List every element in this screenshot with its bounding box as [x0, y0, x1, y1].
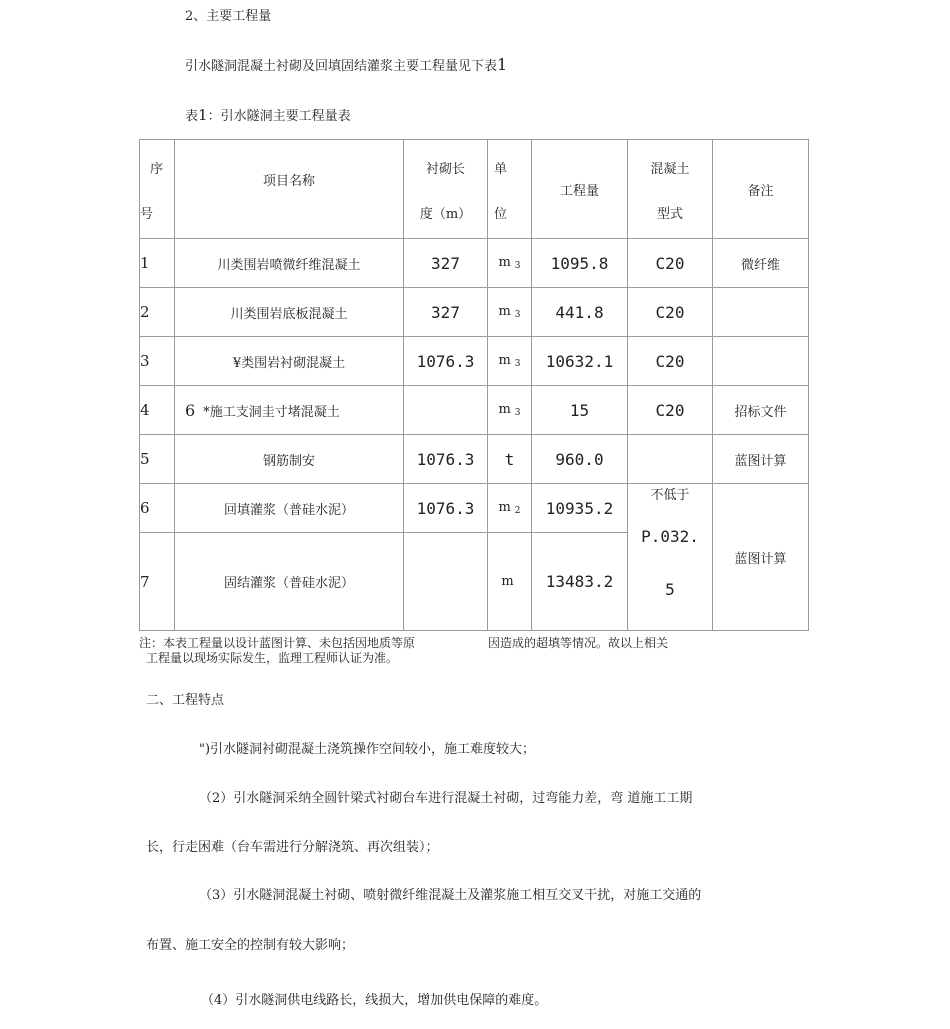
row-seq: 3: [140, 337, 175, 386]
row-remark: [713, 288, 809, 337]
row-quantity: 10632.1: [532, 337, 628, 386]
paragraph-3: （3）引水隧洞混凝土衬砌、喷射微纤维混凝土及灌浆施工相互交叉干扰，对施工交通的: [199, 888, 702, 903]
table-note-line1b: 因造成的超填等情况。故以上相关: [488, 636, 669, 650]
row-quantity: 960.0: [532, 435, 628, 484]
row-seq: 5: [140, 435, 175, 484]
paragraph-4: （4）引水隧洞供电线路长，线损大，增加供电保障的难度。: [201, 993, 548, 1008]
header-seq: 序 号: [140, 140, 175, 239]
row-unit: m: [488, 533, 532, 631]
header-name: 项目名称: [175, 140, 404, 239]
header-length: 衬砌长 度（m）: [404, 140, 488, 239]
table-caption: 表1：引水隧洞主要工程量表: [185, 106, 351, 124]
row-remark: 微纤维: [713, 239, 809, 288]
header-remark: 备注: [713, 140, 809, 239]
row-remark: 招标文件: [713, 386, 809, 435]
row-length: 327: [404, 239, 488, 288]
merged-concrete-cell: [628, 484, 713, 631]
row-quantity: 13483.2: [532, 533, 628, 631]
paragraph-2: （2）引水隧洞采纳全圆针梁式衬砌台车进行混凝土衬砌，过弯能力差，弯 道施工工期: [199, 791, 693, 806]
row-quantity: 15: [532, 386, 628, 435]
row-unit: m $_3$: [488, 239, 532, 288]
row-seq: 6: [140, 484, 175, 533]
table-row: [140, 239, 809, 288]
row-unit: m $_3$: [488, 337, 532, 386]
quantity-table: [139, 139, 809, 631]
row-length: [404, 533, 488, 631]
row-quantity: 441.8: [532, 288, 628, 337]
row-name: 回填灌浆（普硅水泥）: [175, 484, 404, 533]
section2-title: 二、工程特点: [146, 693, 225, 708]
row-name: 川类围岩底板混凝土: [175, 288, 404, 337]
row-concrete: C20: [628, 239, 713, 288]
paragraph-3-cont: 布置、施工安全的控制有较大影响；: [146, 938, 355, 953]
row-name: 固结灌浆（普硅水泥）: [175, 533, 404, 631]
row-unit: m $_2$: [488, 484, 532, 533]
row-concrete: C20: [628, 337, 713, 386]
row-seq: 4: [140, 386, 175, 435]
row-name: 川类围岩喷微纤维混凝土: [175, 239, 404, 288]
row-concrete: C20: [628, 288, 713, 337]
header-concrete: 混凝土 型式: [628, 140, 713, 239]
merged-concrete-line2: P.032.: [641, 527, 699, 546]
row-length: 327: [404, 288, 488, 337]
row-length: 1076.3: [404, 435, 488, 484]
section-heading: 2、主要工程量: [185, 9, 272, 24]
row-name: 钢筋制安: [175, 435, 404, 484]
row-quantity: 10935.2: [532, 484, 628, 533]
table-row: [140, 435, 809, 484]
row-unit: m $_3$: [488, 288, 532, 337]
header-quantity: 工程量: [532, 140, 628, 239]
row-concrete: C20: [628, 386, 713, 435]
row-concrete: [628, 435, 713, 484]
table-row: [140, 386, 809, 435]
row-name: ¥类围岩衬砌混凝土: [175, 337, 404, 386]
row-remark: [713, 337, 809, 386]
row-remark: 蓝图计算: [713, 435, 809, 484]
table-row: [140, 288, 809, 337]
row-seq: 7: [140, 533, 175, 631]
table-row: [140, 484, 809, 533]
merged-concrete-line1: 不低于: [650, 488, 690, 503]
row-quantity: 1095.8: [532, 239, 628, 288]
table-header-row: [140, 140, 809, 239]
intro-paragraph: 引水隧洞混凝土衬砌及回填固结灌浆主要工程量见下表1: [185, 55, 508, 74]
table-note-line1a: 注：本表工程量以设计蓝图计算、未包括因地质等原: [139, 636, 416, 650]
row-length: 1076.3: [404, 337, 488, 386]
paragraph-1: ")引水隧洞衬砌混凝土浇筑操作空间较小，施工难度较大；: [199, 742, 536, 757]
merged-remark-cell: 蓝图计算: [713, 484, 809, 631]
row-name: 6 *施工支洞圭寸堵混凝土: [175, 386, 404, 435]
row-unit: m $_3$: [488, 386, 532, 435]
row-length: [404, 386, 488, 435]
merged-concrete-line3: 5: [665, 580, 675, 599]
row-seq: 2: [140, 288, 175, 337]
row-length: 1076.3: [404, 484, 488, 533]
table-row: [140, 337, 809, 386]
row-seq: 1: [140, 239, 175, 288]
paragraph-2-cont: 长，行走困难（台车需进行分解浇筑、再次组装）；: [146, 840, 439, 855]
header-unit: 单 位: [488, 140, 532, 239]
table-note-line2: 工程量以现场实际发生，监理工程师认证为准。: [146, 651, 399, 665]
row-unit: t: [488, 435, 532, 484]
